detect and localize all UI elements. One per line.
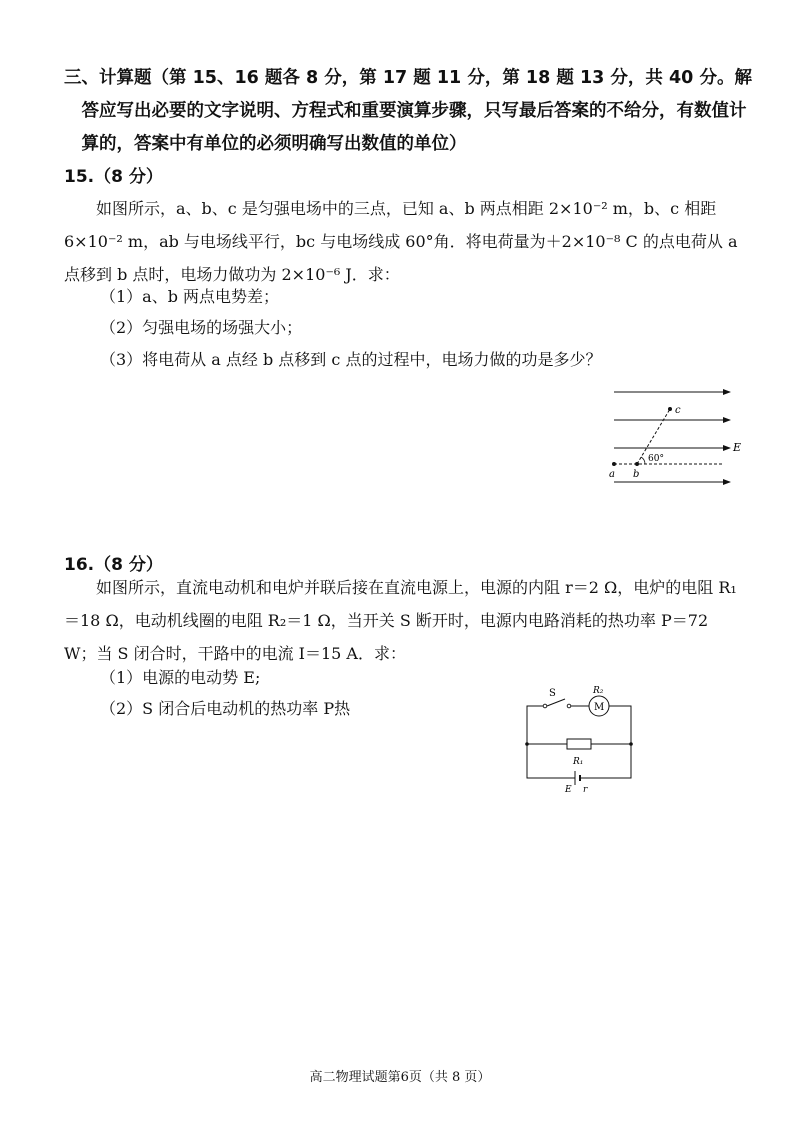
q16-item-1: （1）电源的电动势 E; (100, 668, 261, 687)
wire-top (527, 706, 543, 746)
label-E: E (565, 785, 572, 795)
q16-body: 如图所示，直流电动机和电炉并联后接在直流电源上，电源的内阻 r＝2 Ω，电炉的电阻 R₁＝18 Ω，电动机线圈的电阻 R₂＝1 Ω，当开关 S 断开时，电源内电路消耗的热功率 P＝72 W；当 S 闭合时，干路中的电流 I＝15 A．求： (64, 578, 737, 663)
label-R1: R₁ (573, 757, 584, 767)
resistor-R1 (567, 739, 591, 749)
angle-arc (641, 457, 645, 464)
q15-body: 如图所示，a、b、c 是匀强电场中的三点，已知 a、b 两点相距 2×10⁻² m，b、c 相距 6×10⁻² m，ab 与电场线平行，bc 与电场线成 60°角．将电荷量为＋2×10⁻⁸ C 的点电荷从 a 点移到 b 点时，电场力做功为 2×10⁻⁶ J．求： (64, 199, 738, 284)
page-footer: 高二物理试题第6页（共 8 页） (309, 1070, 491, 1085)
point-c (668, 407, 672, 411)
wire-right-top (587, 706, 631, 778)
label-c: c (675, 405, 681, 416)
switch-S (547, 699, 565, 706)
label-r: r (583, 785, 588, 795)
q15-item-2: （2）匀强电场的场强大小； (100, 318, 303, 337)
q16-item-2: （2）S 闭合后电动机的热功率 P热 (100, 699, 351, 718)
label-angle: 60° (648, 454, 664, 464)
electric-field-diagram (600, 380, 760, 490)
label-S: S (549, 688, 556, 699)
label-R2: R₂ (593, 686, 604, 696)
q15-item-3: （3）将电荷从 a 点经 b 点移到 c 点的过程中，电场力做的功是多少？ (100, 350, 602, 369)
label-b: b (633, 469, 640, 480)
label-a: a (609, 469, 615, 480)
q15-title: 15.（8 分） (64, 167, 163, 187)
q16-title: 16.（8 分） (64, 555, 163, 575)
section-heading: 三、计算题（第 15、16 题各 8 分，第 17 题 11 分，第 18 题 13 分，共 40 分。解答应写出必要的文字说明、方程式和重要演算步骤，只写最后答案的不给分，有数值计算的，答案中有单位的必须明确写出数值的单位） (64, 68, 752, 154)
junction-right (629, 742, 633, 746)
label-E: E (733, 441, 742, 454)
point-b (635, 462, 639, 466)
q15-item-1: （1）a、b 两点电势差； (100, 287, 280, 306)
label-M: M (594, 702, 605, 713)
switch-contact-right (567, 704, 571, 708)
point-a (612, 462, 616, 466)
circuit-diagram (515, 680, 645, 800)
switch-contact-left (543, 704, 547, 708)
